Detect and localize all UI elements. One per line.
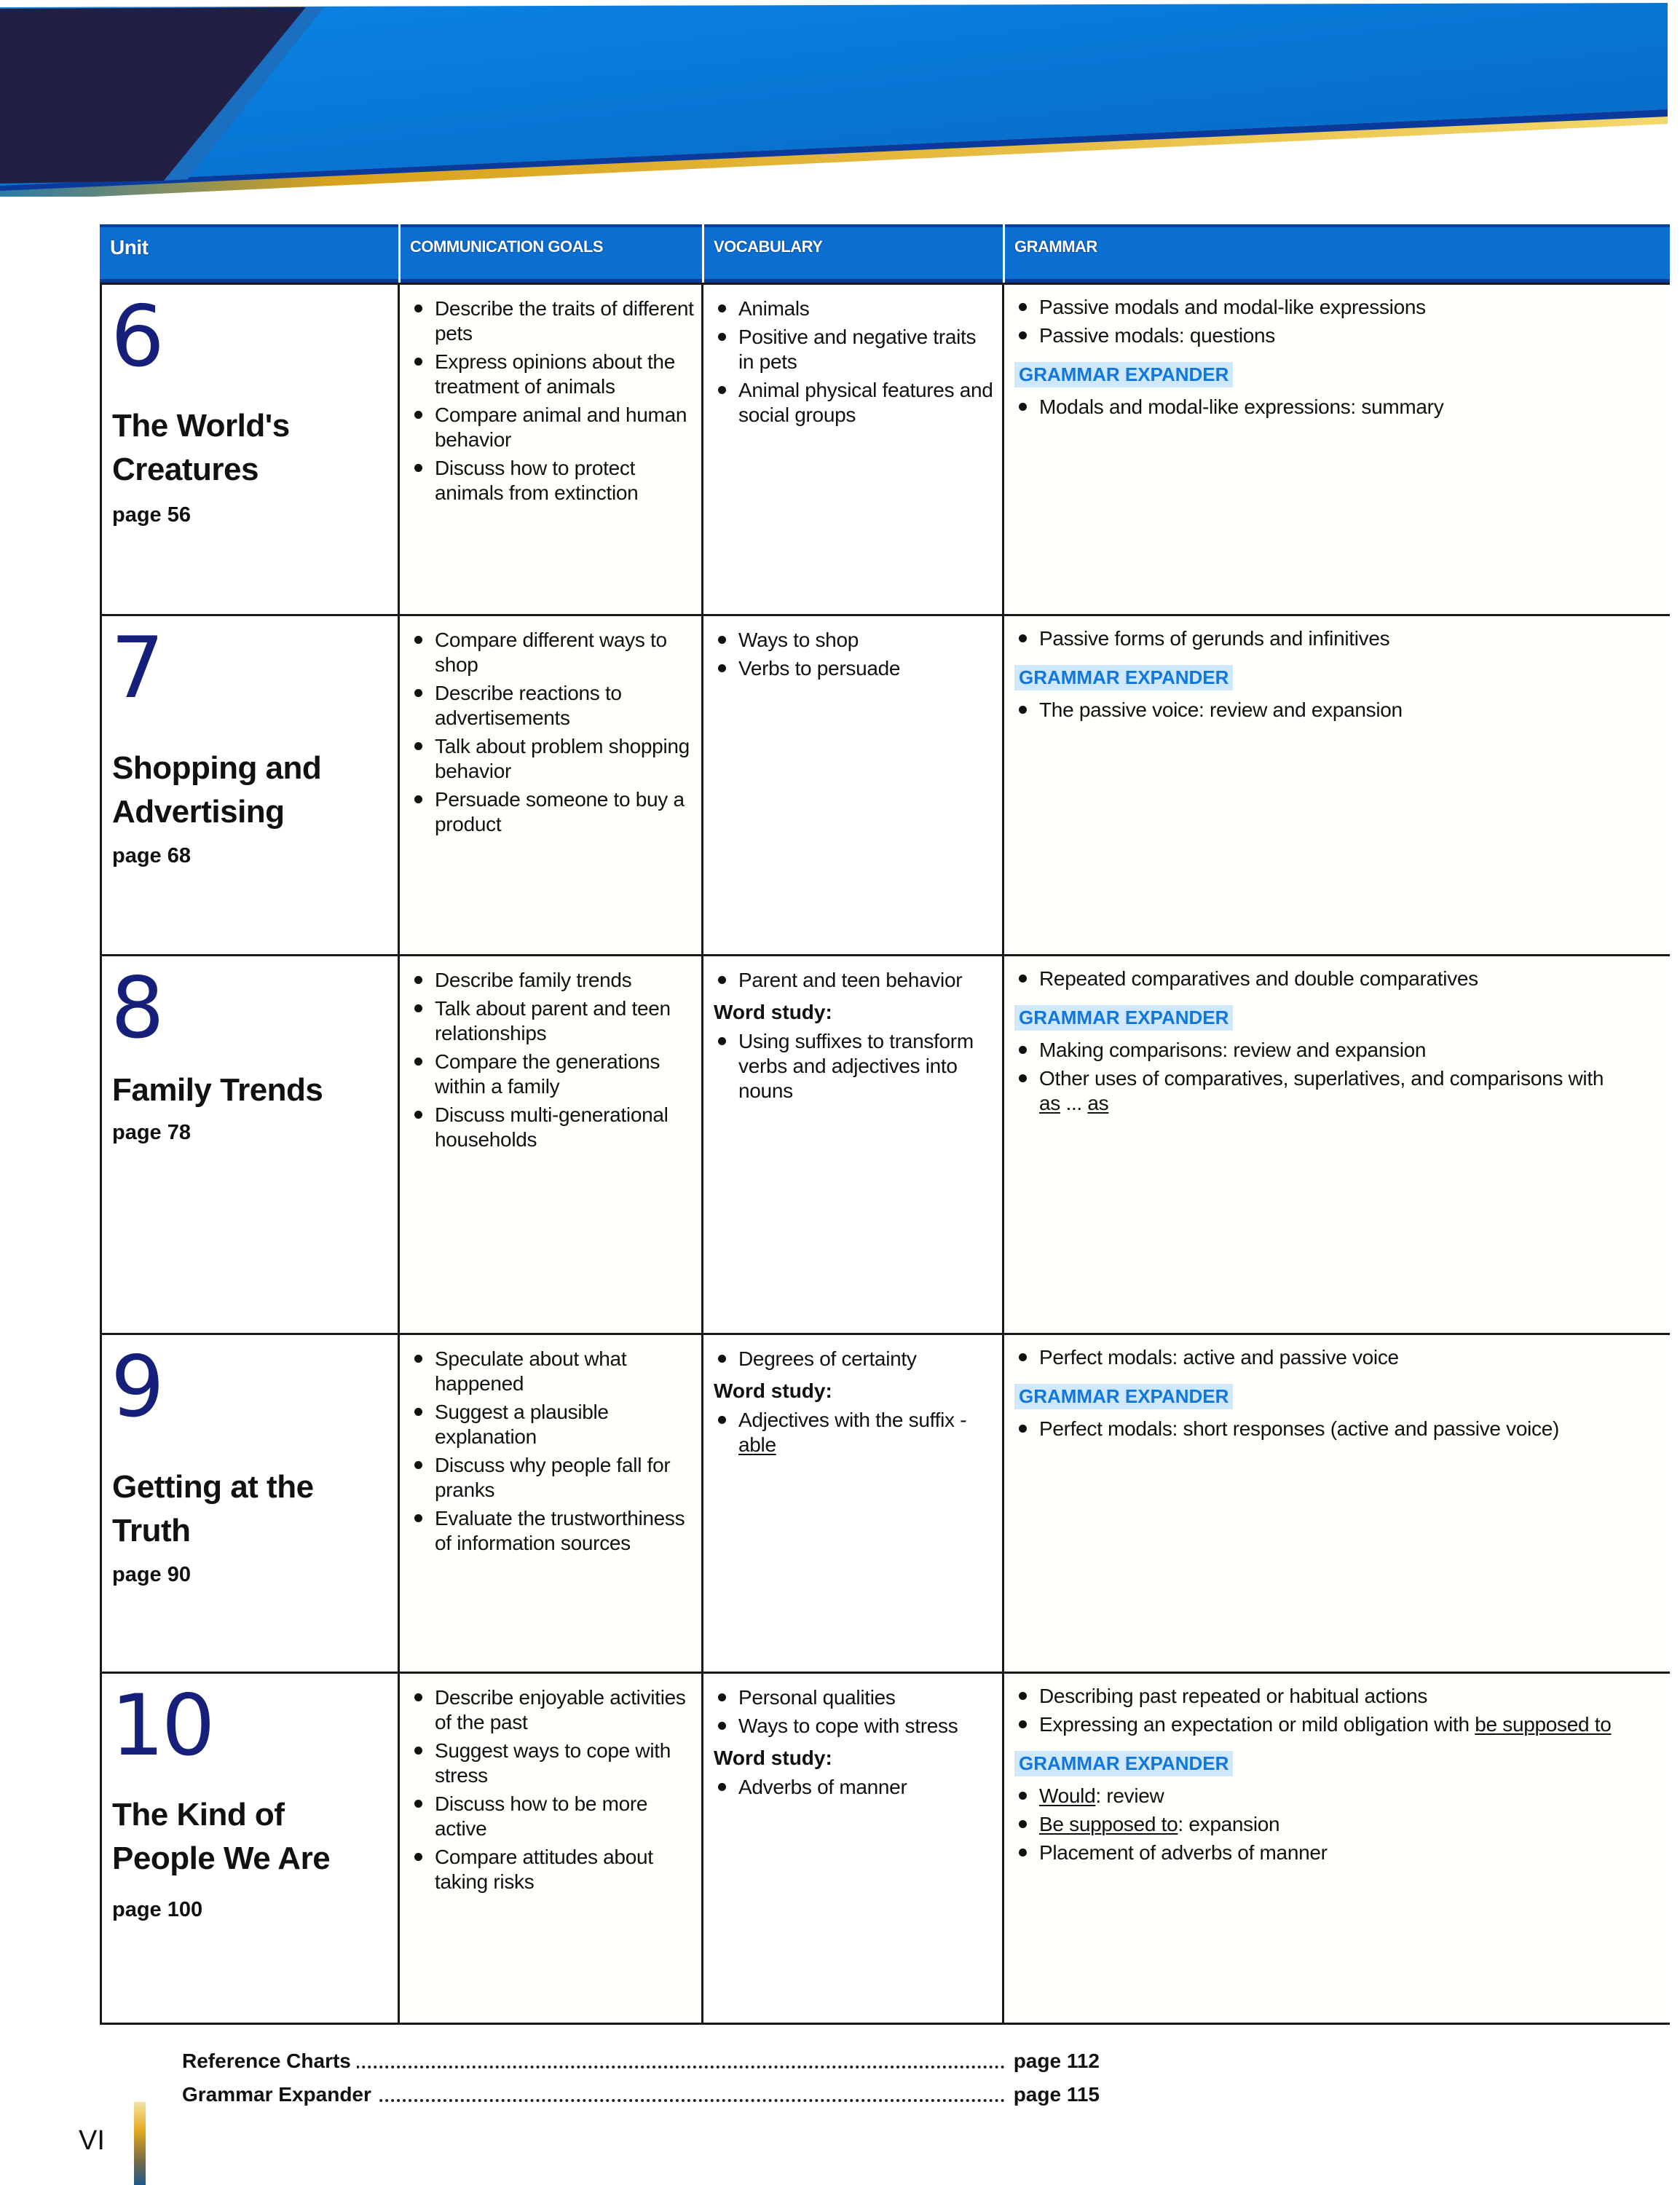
list-item: Perfect modals: short responses (active and passive voice): [1014, 1417, 1626, 1441]
word-study-label: Word study:: [714, 1379, 832, 1402]
unit-row: [100, 954, 1670, 1333]
unit-page-link[interactable]: page 90: [112, 1563, 191, 1586]
list-item: Passive modals: questions: [1014, 323, 1626, 348]
grammar-expander-list: [1014, 698, 1626, 723]
list-item: Verbs to persuade: [714, 656, 996, 681]
list-item: Passive modals and modal-like expressions: [1014, 295, 1626, 320]
unit-cell[interactable]: [100, 1674, 400, 2023]
list-item: Animals: [714, 296, 996, 321]
unit-title: Truth: [112, 1513, 191, 1548]
list-item: Be supposed to: expansion: [1014, 1812, 1626, 1837]
header-banner: [0, 0, 1680, 197]
unit-page-link[interactable]: page 78: [112, 1121, 191, 1144]
grammar-expander-badge: GRAMMAR EXPANDER: [1014, 362, 1233, 387]
unit-row: [100, 283, 1670, 614]
unit-cell[interactable]: [100, 616, 400, 954]
list-item: Placement of adverbs of manner: [1014, 1840, 1626, 1865]
list-item: Compare attitudes about taking risks: [410, 1845, 695, 1894]
list-item: Suggest a plausible explanation: [410, 1400, 695, 1449]
list-item: Adjectives with the suffix -able: [714, 1408, 996, 1457]
header-communication-goals: [400, 224, 703, 283]
grammar-cell: [1004, 616, 1670, 954]
unit-title: The Kind of: [112, 1797, 285, 1832]
list-item: Ways to shop: [714, 628, 996, 653]
grammar-cell: [1004, 1674, 1670, 2023]
list-item: Expressing an expectation or mild obligation with be supposed to: [1014, 1712, 1626, 1737]
vocabulary-list: [714, 968, 996, 993]
unit-number: 8: [111, 959, 162, 1058]
list-item: Other uses of comparatives, superlatives, and comparisons with as ... as: [1014, 1066, 1626, 1116]
list-item: Discuss why people fall for pranks: [410, 1453, 695, 1503]
vocabulary-cell: [703, 285, 1004, 614]
list-item: Discuss how to be more active: [410, 1792, 695, 1841]
list-item: Making comparisons: review and expansion: [1014, 1038, 1626, 1063]
communication-goals-list: [410, 296, 695, 509]
vocabulary-block: [714, 968, 996, 1107]
grammar-expander-list: [1014, 1417, 1626, 1441]
vocabulary-cell: [703, 956, 1004, 1333]
list-item: Talk about parent and teen relationships: [410, 996, 695, 1046]
unit-number: 10: [111, 1677, 213, 1775]
unit-cell[interactable]: [100, 285, 400, 614]
unit-number: 7: [111, 619, 162, 717]
grammar-cell: [1004, 285, 1670, 614]
communication-goals-cell: [400, 1674, 703, 2023]
grammar-block: [1014, 1345, 1626, 1445]
toc-entry-grammar-expander[interactable]: [182, 2083, 1100, 2109]
unit-title: Shopping and: [112, 750, 322, 786]
vocabulary-cell: [703, 1674, 1004, 2023]
list-item: Discuss how to protect animals from extinction: [410, 456, 695, 505]
list-item: Repeated comparatives and double comparatives: [1014, 966, 1626, 991]
unit-cell[interactable]: [100, 1335, 400, 1672]
list-item: Speculate about what happened: [410, 1347, 695, 1396]
vocabulary-block: [714, 296, 996, 431]
list-item: Suggest ways to cope with stress: [410, 1739, 695, 1788]
grammar-cell: [1004, 1335, 1670, 1672]
toc-entry-label: Grammar Expander: [182, 2083, 377, 2106]
header-communication-goals-label: COMMUNICATION GOALS: [410, 237, 604, 256]
grammar-expander-badge: GRAMMAR EXPANDER: [1014, 1751, 1233, 1776]
list-item: Describe reactions to advertisements: [410, 681, 695, 731]
header-unit: [100, 224, 400, 283]
communication-goals-list: [410, 628, 695, 840]
list-item: Parent and teen behavior: [714, 968, 996, 993]
list-item: Positive and negative traits in pets: [714, 325, 996, 374]
unit-number: 6: [111, 288, 162, 386]
list-item: The passive voice: review and expansion: [1014, 698, 1626, 723]
unit-title: Family Trends: [112, 1072, 323, 1108]
word-study-list: [714, 1775, 996, 1800]
unit-page-link[interactable]: page 68: [112, 844, 191, 867]
list-item: Animal physical features and social groups: [714, 378, 996, 428]
list-item: Persuade someone to buy a product: [410, 787, 695, 837]
list-item: Using suffixes to transform verbs and adjectives into nouns: [714, 1029, 996, 1103]
unit-row: [100, 614, 1670, 954]
list-item: Evaluate the trustworthiness of information sources: [410, 1506, 695, 1556]
list-item: Adverbs of manner: [714, 1775, 996, 1800]
communication-goals-list: [410, 1347, 695, 1559]
header-divider: [702, 224, 704, 283]
header-grammar-label: GRAMMAR: [1014, 237, 1097, 256]
grammar-cell: [1004, 956, 1670, 1333]
header-vocabulary-label: VOCABULARY: [714, 237, 823, 256]
communication-goals-cell: [400, 1335, 703, 1672]
toc-entry-page: page 112: [1013, 2050, 1100, 2072]
grammar-expander-badge: GRAMMAR EXPANDER: [1014, 665, 1233, 690]
grammar-list: [1014, 295, 1626, 348]
list-item: Discuss multi-generational households: [410, 1103, 695, 1152]
unit-title: The World's: [112, 408, 290, 444]
list-item: Perfect modals: active and passive voice: [1014, 1345, 1626, 1370]
list-item: Passive forms of gerunds and infinitives: [1014, 626, 1626, 651]
page-number: VI: [79, 2125, 105, 2156]
word-study-list: [714, 1029, 996, 1103]
grammar-expander-list: [1014, 1038, 1626, 1116]
header-vocabulary: [703, 224, 1004, 283]
grammar-block: [1014, 1684, 1626, 1869]
unit-title: Creatures: [112, 452, 259, 487]
list-item: Degrees of certainty: [714, 1347, 996, 1371]
vocabulary-list: [714, 296, 996, 428]
grammar-expander-badge: GRAMMAR EXPANDER: [1014, 1384, 1233, 1409]
list-item: Modals and modal-like expressions: summary: [1014, 395, 1626, 420]
word-study-label: Word study:: [714, 1001, 832, 1023]
word-study-list: [714, 1408, 996, 1457]
vocabulary-cell: [703, 1335, 1004, 1672]
vocabulary-list: [714, 1685, 996, 1739]
vocabulary-block: [714, 1347, 996, 1461]
communication-goals-cell: [400, 956, 703, 1333]
vocabulary-block: [714, 628, 996, 685]
unit-page-link[interactable]: page 56: [112, 503, 191, 527]
vocabulary-list: [714, 628, 996, 681]
vocabulary-list: [714, 1347, 996, 1371]
unit-cell[interactable]: [100, 956, 400, 1333]
folio-accent-bar: [134, 2102, 146, 2185]
list-item: Express opinions about the treatment of animals: [410, 350, 695, 399]
grammar-block: [1014, 966, 1626, 1119]
communication-goals-cell: [400, 616, 703, 954]
list-item: Talk about problem shopping behavior: [410, 734, 695, 784]
grammar-expander-badge: GRAMMAR EXPANDER: [1014, 1005, 1233, 1031]
grammar-block: [1014, 295, 1626, 423]
word-study-label: Word study:: [714, 1747, 832, 1769]
communication-goals-list: [410, 1685, 695, 1898]
toc-entry-label: Reference Charts: [182, 2050, 357, 2073]
toc-entry-reference-charts[interactable]: [182, 2050, 1100, 2076]
unit-number: 9: [111, 1338, 162, 1436]
unit-title: Advertising: [112, 794, 285, 830]
unit-title: Getting at the: [112, 1469, 314, 1505]
list-item: Compare the generations within a family: [410, 1050, 695, 1099]
vocabulary-block: [714, 1685, 996, 1803]
unit-row: [100, 1333, 1670, 1672]
grammar-list: [1014, 966, 1626, 991]
list-item: Personal qualities: [714, 1685, 996, 1710]
list-item: Would: review: [1014, 1784, 1626, 1808]
grammar-list: [1014, 1345, 1626, 1370]
list-item: Compare different ways to shop: [410, 628, 695, 677]
vocabulary-cell: [703, 616, 1004, 954]
toc-entry-page: page 115: [1013, 2083, 1100, 2106]
list-item: Describe the traits of different pets: [410, 296, 695, 346]
list-item: Compare animal and human behavior: [410, 403, 695, 452]
grammar-expander-list: [1014, 1784, 1626, 1865]
header-divider: [1003, 224, 1005, 283]
list-item: Describing past repeated or habitual actions: [1014, 1684, 1626, 1709]
communication-goals-list: [410, 968, 695, 1156]
unit-page-link[interactable]: page 100: [112, 1898, 203, 1921]
header-grammar: [1004, 224, 1670, 283]
grammar-list: [1014, 1684, 1626, 1737]
grammar-list: [1014, 626, 1626, 651]
unit-row: [100, 1672, 1670, 2025]
unit-title: People We Are: [112, 1840, 331, 1876]
list-item: Ways to cope with stress: [714, 1714, 996, 1739]
list-item: Describe enjoyable activities of the past: [410, 1685, 695, 1735]
header-unit-label: Unit: [110, 236, 149, 259]
communication-goals-cell: [400, 285, 703, 614]
grammar-block: [1014, 626, 1626, 726]
list-item: Describe family trends: [410, 968, 695, 993]
header-divider: [398, 224, 401, 283]
grammar-expander-list: [1014, 395, 1626, 420]
